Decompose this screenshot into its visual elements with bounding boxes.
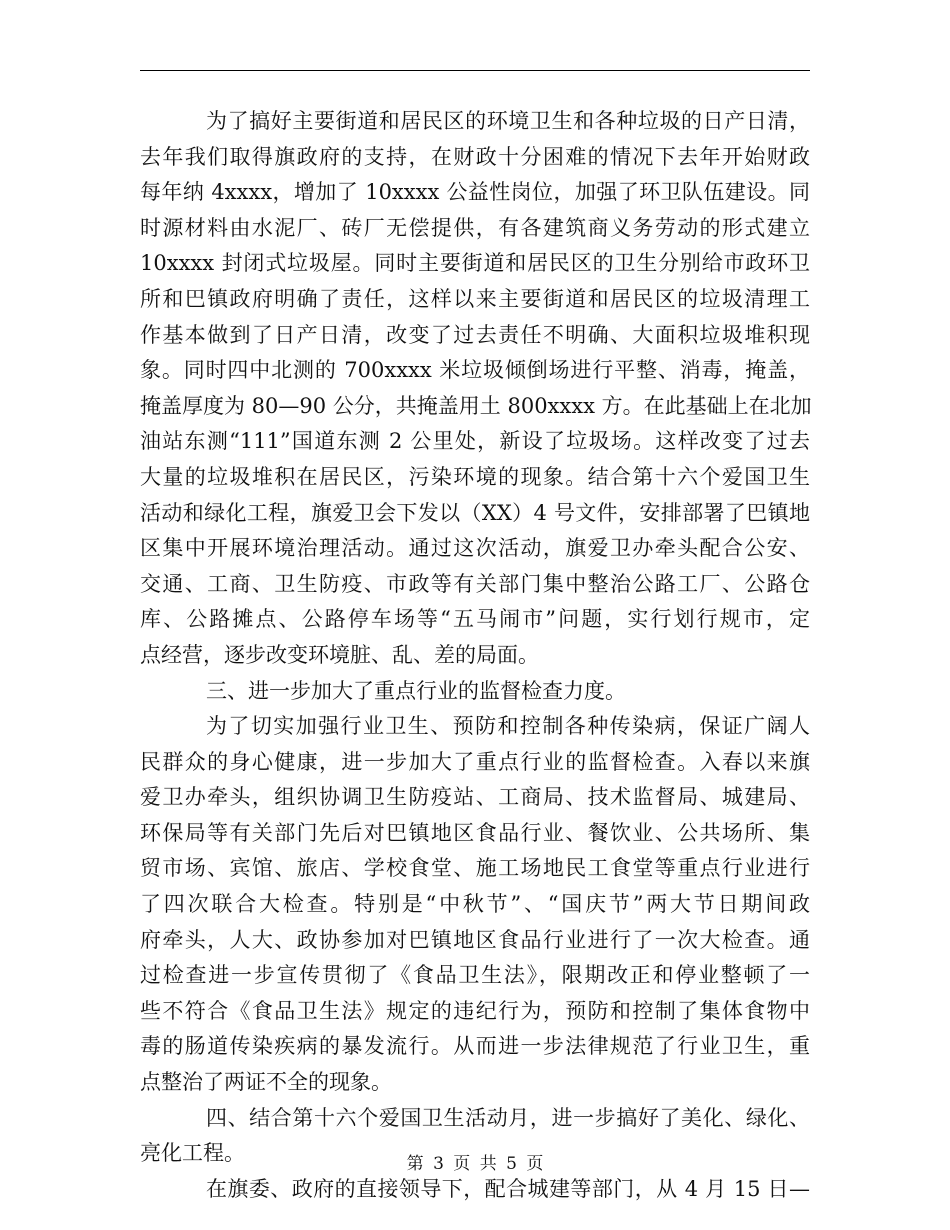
text-line: 掩盖厚度为 80—90 公分，共掩盖用土 800xxxx 方。在此基础上在北加 [140, 393, 812, 418]
text-line: 区集中开展环境治理活动。通过这次活动，旗爱卫办牵头配合公安、 [140, 536, 810, 561]
text-line: 四、结合第十六个爱国卫生活动月，进一步搞好了美化、绿化、 [206, 1105, 810, 1130]
page-footer: 第 3 页 共 5 页 [406, 1154, 544, 1174]
text-line: 为了搞好主要街道和居民区的环境卫生和各种垃圾的日产日清， [206, 109, 810, 133]
text-line: 每年纳 4xxxx，增加了 10xxxx 公益性岗位，加强了环卫队伍建设。同 [140, 180, 810, 205]
text-line: 10xxxx 封闭式垃圾屋。同时主要街道和居民区的卫生分别给市政环卫 [140, 251, 810, 276]
text-line: 库、公路摊点、公路停车场等“五马闹市”问题，实行划行规市，定 [140, 607, 810, 632]
text-line: 贸市场、宾馆、旅店、学校食堂、施工场地民工食堂等重点行业进行 [140, 856, 810, 881]
document-body [140, 104, 810, 1207]
text-line: 三、进一步加大了重点行业的监督检查力度。 [206, 678, 626, 703]
text-line: 油站东测“111”国道东测 2 公里处，新设了垃圾场。这样改变了过去 [140, 429, 810, 454]
text-line: 活动和绿化工程，旗爱卫会下发以（XX）4 号文件，安排部署了巴镇地 [140, 500, 810, 525]
text-line: 为了切实加强行业卫生、预防和控制各种传染病，保证广阔人 [206, 714, 810, 739]
text-line: 交通、工商、卫生防疫、市政等有关部门集中整治公路工厂、公路仓 [140, 571, 810, 596]
text-line: 民群众的身心健康，进一步加大了重点行业的监督检查。入春以来旗 [140, 749, 810, 774]
text-line: 大量的垃圾堆积在居民区，污染环境的现象。结合第十六个爱国卫生 [140, 464, 810, 489]
text-line: 些不符合《食品卫生法》规定的违纪行为，预防和控制了集体食物中 [140, 998, 810, 1023]
text-line: 爱卫办牵头，组织协调卫生防疫站、工商局、技术监督局、城建局、 [140, 785, 810, 810]
text-line: 象。同时四中北测的 700xxxx 米垃圾倾倒场进行平整、消毒，掩盖， [140, 358, 810, 383]
text-line: 府牵头，人大、政协参加对巴镇地区食品行业进行了一次大检查。通 [140, 927, 810, 952]
header-rule [140, 70, 810, 71]
text-line: 所和巴镇政府明确了责任，这样以来主要街道和居民区的垃圾清理工 [140, 286, 810, 311]
text-line: 在旗委、政府的直接领导下，配合城建等部门，从 4 月 15 日— [206, 1176, 810, 1201]
text-line: 时源材料由水泥厂、砖厂无偿提供，有各建筑商义务劳动的形式建立 [140, 215, 810, 240]
text-line: 点整治了两证不全的现象。 [140, 1070, 392, 1095]
text-line: 过检查进一步宣传贯彻了《食品卫生法》，限期改正和停业整顿了一 [140, 963, 810, 988]
text-line: 点经营，逐步改变环境脏、乱、差的局面。 [140, 642, 539, 667]
text-line: 毒的肠道传染疾病的暴发流行。从而进一步法律规范了行业卫生，重 [140, 1034, 810, 1059]
text-line: 作基本做到了日产日清，改变了过去责任不明确、大面积垃圾堆积现 [140, 322, 810, 347]
text-line: 了四次联合大检查。特别是“中秋节”、“国庆节”两大节日期间政 [140, 892, 810, 917]
text-line: 亮化工程。 [140, 1141, 245, 1166]
text-line: 去年我们取得旗政府的支持，在财政十分困难的情况下去年开始财政 [140, 144, 810, 169]
text-line: 环保局等有关部门先后对巴镇地区食品行业、餐饮业、公共场所、集 [140, 820, 810, 845]
